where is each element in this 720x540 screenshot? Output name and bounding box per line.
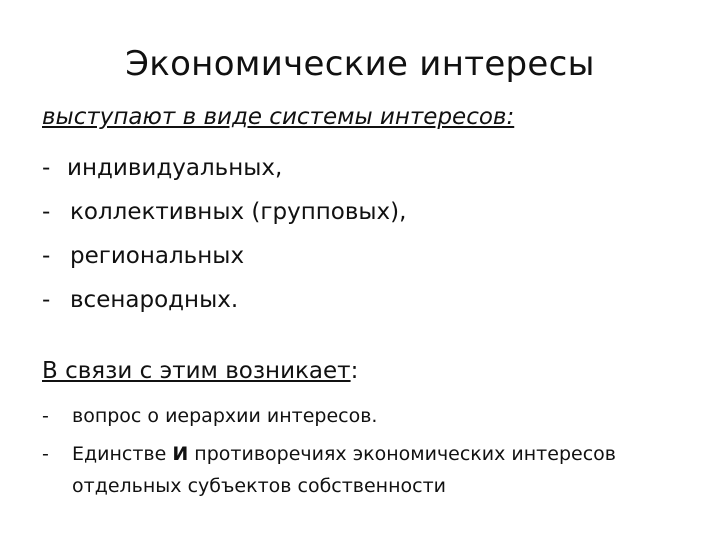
list-item [42,148,406,192]
slide-subtitle: выступают в виде системы интересов: [42,104,515,130]
list-item [42,400,720,432]
section-heading-colon: : [350,358,359,384]
list-item-text: коллективных (групповых), [70,199,407,225]
section-heading-text: В связи с этим возникает [42,358,351,384]
list-item [42,280,406,324]
bullet-dash: - [42,243,51,269]
bullet-dash: - [42,199,51,225]
list-item-text-start: Единстве [72,443,173,465]
list-item [42,438,720,502]
interest-levels-list [42,148,406,324]
bullet-dash: - [42,405,49,427]
list-item-text: вопрос о иерархии интересов. [72,405,378,427]
consequences-list [42,400,720,508]
list-item-text-end: противоречиях экономических интересов отдельных субъектов собственности [72,443,616,497]
emphasis-text: И [172,443,189,465]
section-heading [42,358,358,384]
list-item [42,192,406,236]
list-item-text: региональных [70,243,245,269]
slide-title: Экономические интересы [125,44,595,84]
list-item-text: индивидуальных, [67,155,283,181]
bullet-dash: - [42,443,49,465]
list-item [42,236,406,280]
bullet-dash: - [42,155,51,181]
bullet-dash: - [42,287,51,313]
list-item-text: всенародных. [70,287,239,313]
